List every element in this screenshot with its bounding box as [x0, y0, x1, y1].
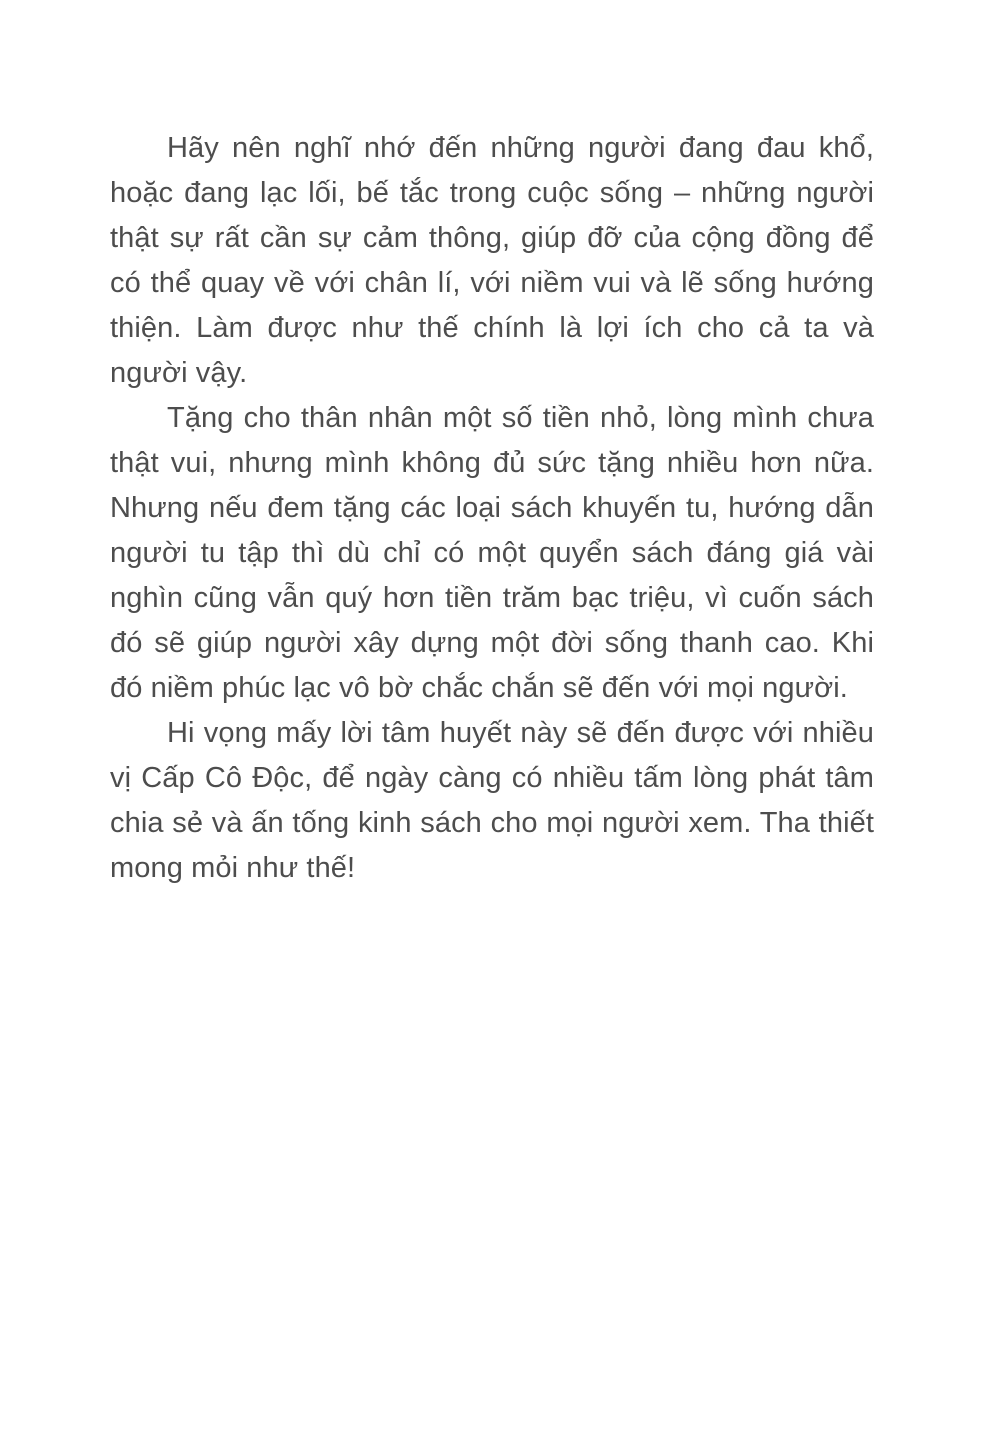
body-text — [110, 126, 874, 891]
paragraph: Hãy nên nghĩ nhớ đến những người đang đau khổ, hoặc đang lạc lối, bế tắc trong cuộc sống – những người thật sự rất cần sự cảm thông, giúp đỡ của cộng đồng để có thể quay về với chân lí, với niềm vui và lẽ sống hướng thiện. Làm được như thế chính là lợi ích cho cả ta và người vậy. — [110, 132, 874, 389]
paragraph: Hi vọng mấy lời tâm huyết này sẽ đến được với nhiều vị Cấp Cô Độc, để ngày càng có nhiều tấm lòng phát tâm chia sẻ và ấn tống kinh sách cho mọi người xem. Tha thiết mong mỏi như thế! — [110, 717, 874, 884]
paragraph: Tặng cho thân nhân một số tiền nhỏ, lòng mình chưa thật vui, nhưng mình không đủ sức tặng nhiều hơn nữa. Nhưng nếu đem tặng các loại sách khuyến tu, hướng dẫn người tu tập thì dù chỉ có một quyển sách đáng giá vài nghìn cũng vẫn quý hơn tiền trăm bạc triệu, vì cuốn sách đó sẽ giúp người xây dựng một đời sống thanh cao. Khi đó niềm phúc lạc vô bờ chắc chắn sẽ đến với mọi người. — [110, 402, 874, 704]
